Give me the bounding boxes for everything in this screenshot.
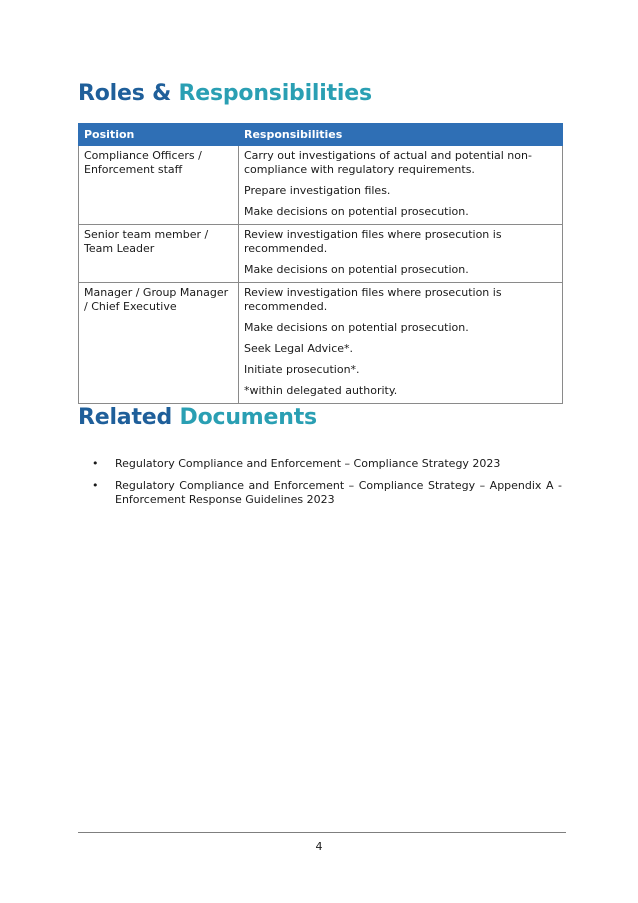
responsibility-item: Prepare investigation files. <box>244 184 391 197</box>
position-cell: Manager / Group Manager / Chief Executive <box>79 283 239 404</box>
responsibilities-cell <box>239 225 563 283</box>
responsibilities-cell <box>239 283 563 404</box>
table-row <box>79 225 563 283</box>
responsibilities-cell <box>239 146 563 225</box>
bullet-icon: • <box>92 479 99 492</box>
footer-divider <box>78 832 566 833</box>
roles-responsibilities-heading <box>78 81 372 106</box>
position-cell: Senior team member / Team Leader <box>79 225 239 283</box>
responsibility-item: Initiate prosecution*. <box>244 363 360 376</box>
column-header-responsibilities: Responsibilities <box>239 124 563 146</box>
document-title: Regulatory Compliance and Enforcement – Compliance Strategy 2023 <box>115 457 501 470</box>
roles-table <box>78 123 563 404</box>
responsibility-item: *within delegated authority. <box>244 384 398 397</box>
column-header-position: Position <box>79 124 239 146</box>
responsibility-item: Make decisions on potential prosecution. <box>244 205 469 218</box>
related-documents-list <box>92 457 562 515</box>
heading-part-2: Documents <box>179 405 317 430</box>
responsibility-item: Seek Legal Advice*. <box>244 342 354 355</box>
responsibility-item: Review investigation files where prosecution is recommended. <box>244 228 502 255</box>
table-row <box>79 283 563 404</box>
document-title: Regulatory Compliance and Enforcement – Compliance Strategy – Appendix A - Enforcement Response Guidelines 2023 <box>115 479 562 506</box>
heading-part-1: Related <box>78 405 173 430</box>
heading-part-1: Roles & <box>78 81 172 106</box>
page-number: 4 <box>315 840 323 853</box>
responsibility-item: Make decisions on potential prosecution. <box>244 263 469 276</box>
responsibility-item: Review investigation files where prosecution is recommended. <box>244 286 502 313</box>
position-cell: Compliance Officers / Enforcement staff <box>79 146 239 225</box>
responsibility-item: Carry out investigations of actual and potential non-compliance with regulatory requirements. <box>244 149 532 176</box>
heading-part-2: Responsibilities <box>178 81 372 106</box>
list-item <box>92 479 562 507</box>
table-row <box>79 146 563 225</box>
responsibility-item: Make decisions on potential prosecution. <box>244 321 469 334</box>
bullet-icon: • <box>92 457 99 470</box>
related-documents-heading <box>78 405 317 430</box>
table-header-row <box>79 124 563 146</box>
list-item <box>92 457 562 471</box>
